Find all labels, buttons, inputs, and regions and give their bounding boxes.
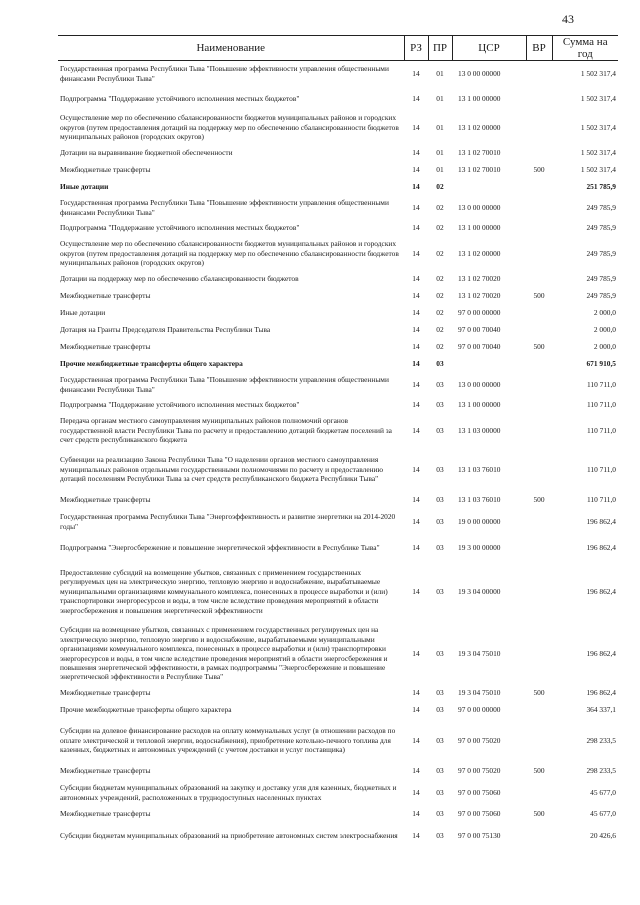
row-sum: 110 711,0 (586, 379, 616, 389)
row-name: Прочие межбюджетные трансферты общего характера (60, 705, 232, 715)
row-pr: 03 (436, 688, 444, 698)
row-vr: 500 (533, 688, 545, 698)
row-pr: 03 (436, 359, 444, 369)
row-name: Прочие межбюджетные трансферты общего характера (60, 359, 243, 369)
row-pr: 03 (436, 379, 444, 389)
row-vr (526, 322, 552, 339)
row-rz: 14 (412, 342, 420, 352)
row-name: Межбюджетные трансферты (60, 342, 151, 352)
table-row (58, 535, 618, 561)
row-sum: 196 862,4 (586, 688, 616, 698)
row-sum: 364 337,1 (586, 705, 616, 715)
row-vr (526, 145, 552, 162)
row-csr: 97 0 00 00000 (458, 308, 501, 318)
row-sum: 251 785,9 (586, 182, 616, 192)
row-rz: 14 (412, 425, 420, 435)
row-csr: 13 1 00 00000 (458, 223, 501, 233)
row-name: Государственная программа Республики Тыва "Энергоэффективность и развитие энергетики на 2014-2020 годы" (60, 512, 396, 531)
row-sum: 196 862,4 (586, 542, 616, 552)
row-name: Межбюджетные трансферты (60, 766, 151, 776)
row-rz: 14 (412, 830, 420, 840)
row-name: Подпрограмма "Поддержание устойчивого исполнения местных бюджетов" (60, 400, 300, 410)
row-sum: 2 000,0 (593, 342, 616, 352)
table-row (58, 111, 618, 145)
row-pr: 03 (436, 464, 444, 474)
table-row (58, 237, 618, 271)
row-name: Подпрограмма "Поддержание устойчивого исполнения местных бюджетов" (60, 93, 300, 103)
row-rz: 14 (412, 464, 420, 474)
row-csr: 19 3 04 00000 (458, 586, 501, 596)
row-pr: 02 (436, 248, 444, 258)
row-name: Подпрограмма "Энергосбережение и повышение энергетической эффективности в Республике Тыва" (60, 542, 380, 552)
table-row (58, 179, 618, 196)
row-pr: 02 (436, 325, 444, 335)
column-header-name: Наименование (58, 36, 404, 61)
row-sum: 196 862,4 (586, 648, 616, 658)
row-vr (526, 111, 552, 145)
row-vr (526, 623, 552, 685)
row-csr (452, 179, 526, 196)
row-rz: 14 (412, 69, 420, 79)
row-name: Иные дотации (60, 308, 106, 318)
row-rz: 14 (412, 291, 420, 301)
row-vr (526, 196, 552, 220)
row-name: Подпрограмма "Поддержание устойчивого исполнения местных бюджетов" (60, 223, 300, 233)
row-name: Межбюджетные трансферты (60, 809, 151, 819)
table-row (58, 623, 618, 685)
row-rz: 14 (412, 223, 420, 233)
row-rz: 14 (412, 148, 420, 158)
row-rz: 14 (412, 516, 420, 526)
row-vr (526, 305, 552, 322)
row-vr (526, 448, 552, 492)
row-pr: 03 (436, 735, 444, 745)
row-csr: 97 0 00 75020 (458, 766, 501, 776)
table-body (58, 61, 618, 849)
row-vr (526, 220, 552, 237)
row-pr: 03 (436, 766, 444, 776)
row-rz: 14 (412, 766, 420, 776)
row-pr: 02 (436, 223, 444, 233)
table-row (58, 305, 618, 322)
table-row (58, 322, 618, 339)
row-csr: 13 1 02 00000 (458, 248, 501, 258)
row-pr: 01 (436, 165, 444, 175)
row-csr: 13 0 00 00000 (458, 202, 501, 212)
row-sum: 249 785,9 (586, 248, 616, 258)
row-csr: 13 1 00 00000 (458, 400, 501, 410)
row-vr (526, 271, 552, 288)
row-pr: 01 (436, 122, 444, 132)
row-name: Предоставление субсидий на возмещение убытков, связанных с применением государственных регулируемых цен на электрическую энергию, тепловую энергию и водоснабжение, вырабатываемые муниципальными организациями коммунального комплекса, понесенных в процессе выработки и (или) транспортировки энергоресурсов и воды, в том числе вследствие проведения мероприятий в области энергосбережения и повышения энергетической эффективности (60, 567, 388, 615)
row-vr (526, 87, 552, 111)
row-name: Субсидии бюджетам муниципальных образований на приобретение автономных систем электроснабжения (60, 830, 398, 840)
row-name: Субвенции на реализацию Закона Республики Тыва "О наделении органов местного самоуправления муниципальных районов отдельными государственными полномочиями по расчету и предоставлению дотаций поселениям Республики Тыва за счет средств республиканского бюджета Республики Тыва" (60, 455, 384, 484)
table-row (58, 61, 618, 87)
column-header-pr: ПР (428, 36, 452, 61)
row-rz: 14 (412, 122, 420, 132)
row-name: Межбюджетные трансферты (60, 495, 151, 505)
row-rz: 14 (412, 202, 420, 212)
row-csr: 97 0 00 00000 (458, 705, 501, 715)
table-row (58, 356, 618, 373)
row-rz: 14 (412, 400, 420, 410)
table-row (58, 288, 618, 305)
row-vr: 500 (533, 495, 545, 505)
row-sum: 2 000,0 (593, 308, 616, 318)
column-header-vr: ВР (526, 36, 552, 61)
row-csr: 13 1 02 70010 (458, 148, 501, 158)
table-row (58, 87, 618, 111)
row-pr: 03 (436, 787, 444, 797)
table-row (58, 719, 618, 763)
table-row (58, 561, 618, 623)
column-header-rz: РЗ (404, 36, 428, 61)
row-sum: 671 910,5 (586, 359, 616, 369)
table-row (58, 162, 618, 179)
row-csr: 13 1 03 76010 (458, 464, 501, 474)
row-csr: 19 3 04 75010 (458, 688, 501, 698)
column-header-csr: ЦСР (452, 36, 526, 61)
row-rz: 14 (412, 809, 420, 819)
row-pr: 03 (436, 400, 444, 410)
row-vr: 500 (533, 291, 545, 301)
table-row (58, 373, 618, 397)
row-rz: 14 (412, 93, 420, 103)
row-sum: 298 233,5 (586, 766, 616, 776)
row-vr (526, 780, 552, 806)
row-vr (526, 373, 552, 397)
row-sum: 110 711,0 (586, 425, 616, 435)
table-row (58, 806, 618, 823)
row-vr (526, 397, 552, 414)
row-csr: 19 3 00 00000 (458, 542, 501, 552)
row-vr (526, 237, 552, 271)
row-csr: 13 1 03 00000 (458, 425, 501, 435)
row-csr: 97 0 00 75130 (458, 830, 501, 840)
row-pr: 02 (436, 308, 444, 318)
row-csr: 13 1 02 00000 (458, 122, 501, 132)
row-sum: 196 862,4 (586, 586, 616, 596)
row-name: Субсидии на возмещение убытков, связанных с применением государственных регулируемых цен на электрическую энергию, тепловую энергию и водоснабжение, вырабатываемыми муниципальными организациями коммунального комплекса, понесенных в процессе выработки и (или) транспортировки энергоресурсов и воды, в том числе вследствие проведения мероприятий в области энергосбережения и повышения энергетической эффективности, в рамках подпрограммы "Энергосбережение и повышение энергетической эффективности в Республике Тыва" (60, 625, 388, 682)
row-name: Межбюджетные трансферты (60, 165, 151, 175)
row-rz: 14 (412, 325, 420, 335)
row-vr: 500 (533, 809, 545, 819)
row-name: Государственная программа Республики Тыва "Повышение эффективности управления общественными финансами Республики Тыва" (60, 64, 389, 83)
table-row (58, 448, 618, 492)
row-rz: 14 (412, 648, 420, 658)
row-rz: 14 (412, 735, 420, 745)
row-vr (526, 179, 552, 196)
row-name: Государственная программа Республики Тыва "Повышение эффективности управления общественными финансами Республики Тыва" (60, 375, 389, 394)
row-csr: 13 1 00 00000 (458, 93, 501, 103)
row-rz: 14 (412, 495, 420, 505)
row-pr: 02 (436, 202, 444, 212)
row-vr (526, 61, 552, 87)
row-csr: 97 0 00 75020 (458, 735, 501, 745)
row-name: Субсидии бюджетам муниципальных образований на закупку и доставку угля для казенных, бюджетных и автономных учреждений, расположенных в труднодоступных населенных пунктах (60, 783, 397, 802)
row-pr: 03 (436, 586, 444, 596)
row-rz: 14 (412, 586, 420, 596)
row-csr: 97 0 00 70040 (458, 342, 501, 352)
row-csr: 13 1 03 76010 (458, 495, 501, 505)
row-pr: 02 (436, 182, 444, 192)
row-sum: 2 000,0 (593, 325, 616, 335)
row-name: Передача органам местного самоуправления муниципальных районов полномочий органов государственной власти Республики Тыва по расчету и предоставлению дотаций бюджетам поселений за счет средств республиканского бюджета (60, 416, 392, 445)
row-vr: 500 (533, 766, 545, 776)
row-rz: 14 (412, 787, 420, 797)
row-sum: 298 233,5 (586, 735, 616, 745)
row-pr: 01 (436, 148, 444, 158)
row-rz: 14 (412, 248, 420, 258)
column-header-sum: Сумма на год (552, 36, 618, 61)
row-name: Дотация на Гранты Председателя Правительства Республики Тыва (60, 325, 271, 335)
table-row (58, 509, 618, 535)
row-sum: 196 862,4 (586, 516, 616, 526)
table-row (58, 397, 618, 414)
table-row (58, 685, 618, 702)
row-rz: 14 (412, 705, 420, 715)
row-pr: 03 (436, 705, 444, 715)
row-csr: 13 1 02 70020 (458, 274, 501, 284)
row-rz: 14 (412, 274, 420, 284)
row-name: Межбюджетные трансферты (60, 688, 151, 698)
row-name: Иные дотации (60, 182, 109, 192)
row-pr: 03 (436, 516, 444, 526)
budget-table (58, 35, 618, 849)
row-sum: 110 711,0 (586, 400, 616, 410)
table-row (58, 414, 618, 448)
row-name: Государственная программа Республики Тыва "Повышение эффективности управления общественными финансами Республики Тыва" (60, 198, 389, 217)
table-row (58, 492, 618, 509)
row-rz: 14 (412, 182, 420, 192)
table-row (58, 823, 618, 849)
row-vr: 500 (533, 342, 545, 352)
row-pr: 02 (436, 274, 444, 284)
row-sum: 1 502 317,4 (580, 165, 616, 175)
row-pr: 02 (436, 291, 444, 301)
row-pr: 03 (436, 425, 444, 435)
row-pr: 03 (436, 809, 444, 819)
row-sum: 45 677,0 (590, 809, 616, 819)
row-sum: 249 785,9 (586, 291, 616, 301)
row-csr: 13 0 00 00000 (458, 379, 501, 389)
row-csr: 97 0 00 70040 (458, 325, 501, 335)
row-name: Межбюджетные трансферты (60, 291, 151, 301)
row-rz: 14 (412, 542, 420, 552)
row-name: Осуществление мер по обеспечению сбалансированности бюджетов муниципальных районов и городских округов (путем предоставления дотаций на поддержку мер по обеспечению сбалансированности бюджетов муниципальных районов (городских округов) (60, 239, 399, 268)
row-pr: 03 (436, 830, 444, 840)
row-name: Осуществление мер по обеспечению сбалансированности бюджетов муниципальных районов и городских округов (путем предоставления дотаций на поддержку мер по обеспечению сбалансированности бюджетов муниципальных районов (городских округов) (60, 113, 399, 142)
row-sum: 249 785,9 (586, 223, 616, 233)
row-rz: 14 (412, 308, 420, 318)
row-csr: 19 0 00 00000 (458, 516, 501, 526)
row-vr (526, 535, 552, 561)
row-sum: 1 502 317,4 (580, 93, 616, 103)
row-pr: 03 (436, 542, 444, 552)
row-pr: 03 (436, 648, 444, 658)
row-pr: 03 (436, 495, 444, 505)
row-rz: 14 (412, 165, 420, 175)
row-vr: 500 (533, 165, 545, 175)
table-row (58, 763, 618, 780)
row-csr: 97 0 00 75060 (458, 787, 501, 797)
row-csr: 13 1 02 70010 (458, 165, 501, 175)
page-number: 43 (562, 12, 574, 26)
table-row (58, 780, 618, 806)
table-row (58, 145, 618, 162)
row-pr: 02 (436, 342, 444, 352)
row-csr: 13 1 02 70020 (458, 291, 501, 301)
row-csr: 97 0 00 75060 (458, 809, 501, 819)
row-vr (526, 509, 552, 535)
row-vr (526, 719, 552, 763)
row-csr (452, 356, 526, 373)
row-sum: 110 711,0 (586, 495, 616, 505)
row-name: Дотации на поддержку мер по обеспечению сбалансированности бюджетов (60, 274, 299, 284)
row-sum: 249 785,9 (586, 274, 616, 284)
row-sum: 1 502 317,4 (580, 148, 616, 158)
row-vr (526, 561, 552, 623)
table-row (58, 196, 618, 220)
row-sum: 45 677,0 (590, 787, 616, 797)
row-name: Дотации на выравнивание бюджетной обеспеченности (60, 148, 233, 158)
row-pr: 01 (436, 69, 444, 79)
row-pr: 01 (436, 93, 444, 103)
table-row (58, 339, 618, 356)
row-rz: 14 (412, 359, 420, 369)
table-row (58, 702, 618, 719)
row-sum: 20 426,6 (590, 830, 616, 840)
row-vr (526, 702, 552, 719)
row-name: Субсидии на долевое финансирование расходов на оплату коммунальных услуг (в отношении расходов по оплате электрической и тепловой энергии, водоснабжения), приобретение котельно-печного топлива для казенных, бюджетных и автономных учреждений (с учетом доставки и услуг поставщика) (60, 726, 396, 755)
row-vr (526, 356, 552, 373)
row-vr (526, 414, 552, 448)
row-rz: 14 (412, 688, 420, 698)
row-csr: 13 0 00 00000 (458, 69, 501, 79)
table-header-row (58, 36, 618, 61)
row-sum: 249 785,9 (586, 202, 616, 212)
row-sum: 1 502 317,4 (580, 122, 616, 132)
table-row (58, 220, 618, 237)
row-csr: 19 3 04 75010 (458, 648, 501, 658)
table-row (58, 271, 618, 288)
row-sum: 110 711,0 (586, 464, 616, 474)
row-vr (526, 823, 552, 849)
row-rz: 14 (412, 379, 420, 389)
row-sum: 1 502 317,4 (580, 69, 616, 79)
